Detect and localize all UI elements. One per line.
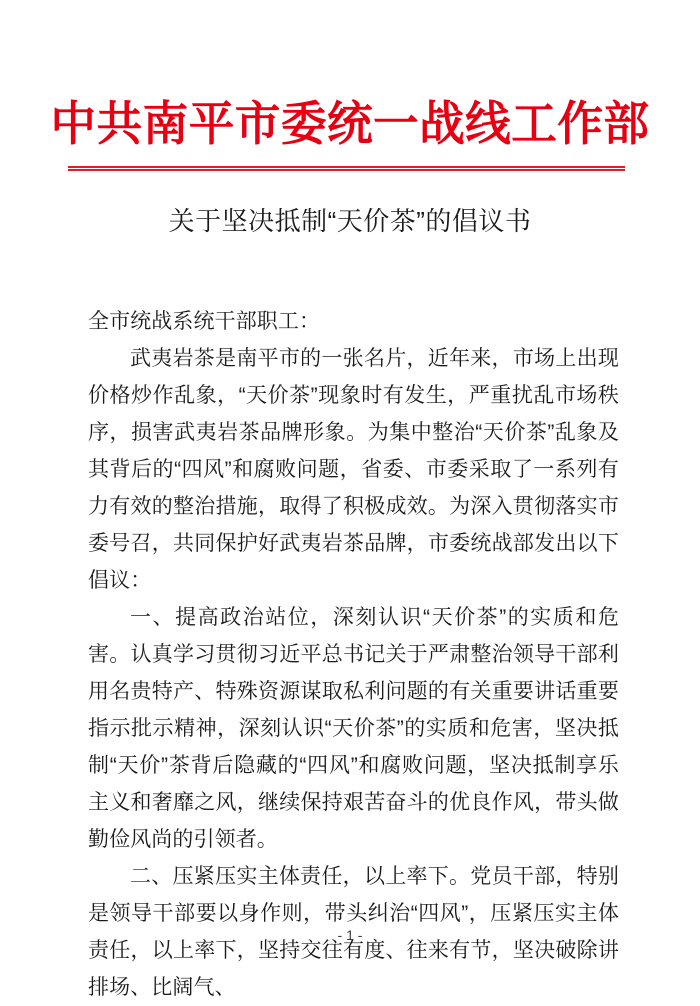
document-title: 关于坚决抵制“天价茶”的倡议书 — [168, 206, 532, 236]
letterhead-red-rule — [68, 166, 625, 172]
letterhead — [0, 96, 700, 152]
body-salutation: 全市统战系统干部职工： — [88, 310, 321, 333]
letterhead-organization: 中共南平市委统一战线工作部 — [50, 97, 650, 150]
body-paragraph-3: 二、压紧压实主体责任，以上率下。党员干部，特别是领导干部要以身作则，带头纠治“四风”，压紧压实主体责任，以上率下，坚持交往有度、往来有节，坚决破除讲排场、比阔气、 — [88, 865, 619, 999]
document-body — [88, 303, 619, 1006]
rule-bar-lower — [68, 169, 625, 171]
body-paragraph-2: 一、提高政治站位，深刻认识“天价茶”的实质和危害。认真学习贯彻习近平总书记关于严肃整治领导干部利用名贵特产、特殊资源谋取私利问题的有关重要讲话重要指示批示精神，深刻认识“天价茶”的实质和危害，坚决抵制“天价”茶背后隐藏的“四风”和腐败问题，坚决抵制享乐主义和奢靡之风，继续保持艰苦奋斗的优良作风，带头做勤俭风尚的引领者。 — [88, 606, 619, 851]
body-paragraph-1: 武夷岩茶是南平市的一张名片，近年来，市场上出现价格炒作乱象，“天价茶”现象时有发生，严重扰乱市场秩序，损害武夷岩茶品牌形象。为集中整治“天价茶”乱象及其背后的“四风”和腐败问题，省委、市委采取了一系列有力有效的整治措施，取得了积极成效。为深入贯彻落实市委号召，共同保护好武夷岩茶品牌，市委统战部发出以下倡议： — [88, 347, 619, 592]
page-number: - 1 - — [337, 927, 363, 943]
